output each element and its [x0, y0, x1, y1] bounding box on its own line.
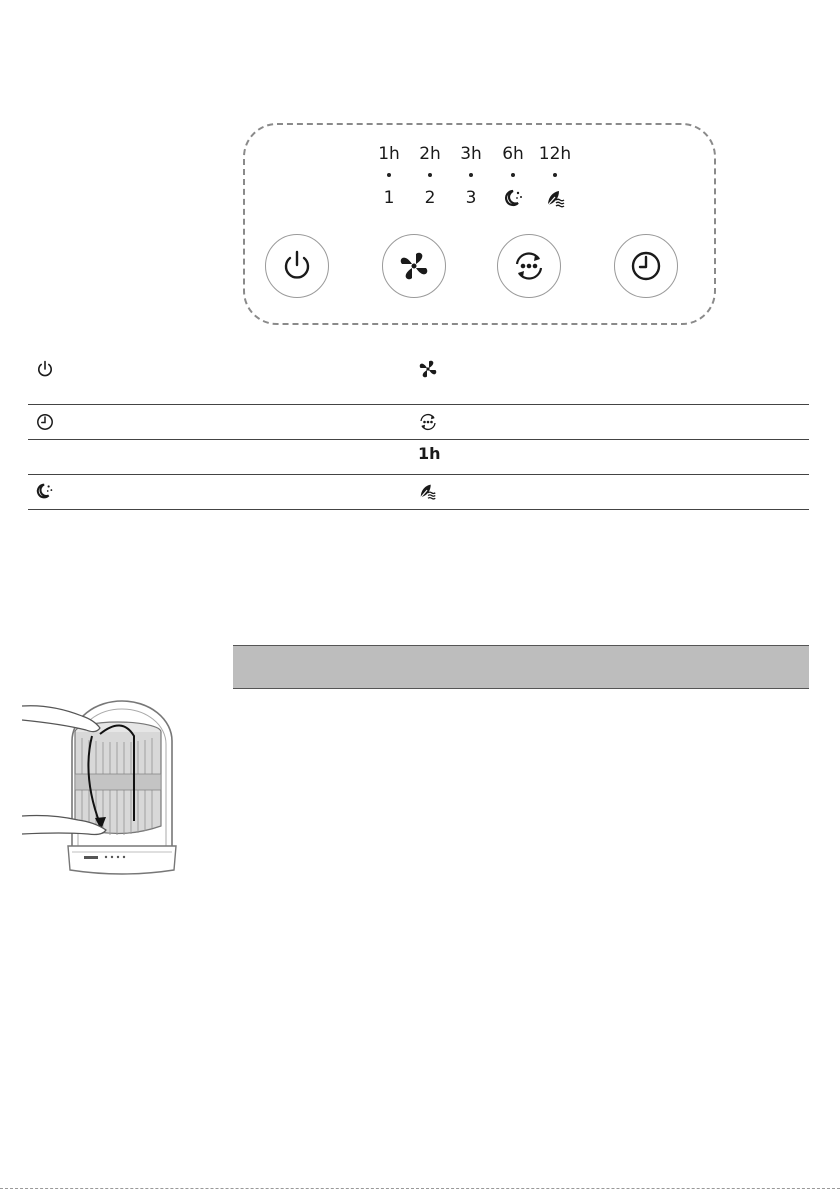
indicator-dot [469, 173, 473, 177]
table-divider [28, 509, 809, 510]
natural-breeze-icon [545, 188, 567, 208]
fan-rotation-illustration [22, 696, 190, 878]
timer-label-2h: 2h [419, 144, 441, 164]
speed-label-1: 1 [383, 188, 395, 208]
mode-button[interactable] [497, 234, 561, 298]
timer-label-1h: 1h [378, 144, 400, 164]
table-divider [28, 404, 809, 405]
power-icon [280, 249, 314, 283]
indicator-dot [553, 173, 557, 177]
power-icon [35, 359, 55, 379]
legend-timer-label: 1h [418, 444, 441, 463]
page-edge-rule [0, 1188, 840, 1189]
indicator-dot [428, 173, 432, 177]
mode-cycle-icon [511, 248, 547, 284]
clock-icon [629, 249, 663, 283]
fan-speed-button[interactable] [382, 234, 446, 298]
indicator-dot [387, 173, 391, 177]
sleep-moon-icon [503, 188, 525, 208]
clock-icon [35, 412, 55, 432]
section-header-bar [233, 645, 809, 689]
timer-label-3h: 3h [460, 144, 482, 164]
fan-icon [418, 359, 438, 379]
sleep-moon-icon [35, 481, 55, 501]
fan-icon [397, 249, 431, 283]
speed-label-2: 2 [424, 188, 436, 208]
power-button[interactable] [265, 234, 329, 298]
timer-label-12h: 12h [538, 144, 572, 164]
table-divider [28, 474, 809, 475]
indicator-dot [511, 173, 515, 177]
natural-breeze-icon [418, 481, 438, 501]
table-divider [28, 439, 809, 440]
mode-cycle-icon [418, 412, 438, 432]
timer-button[interactable] [614, 234, 678, 298]
timer-label-6h: 6h [502, 144, 524, 164]
speed-label-3: 3 [465, 188, 477, 208]
